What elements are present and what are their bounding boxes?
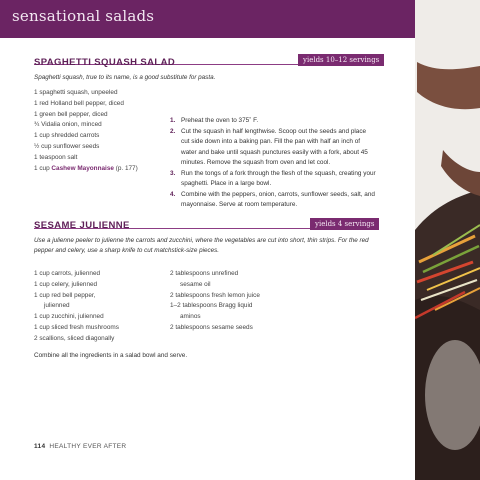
ingredient-item: 1 cup carrots, julienned [34, 270, 101, 277]
cashew-mayonnaise-link[interactable]: Cashew Mayonnaise [51, 164, 114, 172]
ingredient-item: 1 spaghetti squash, unpeeled [34, 89, 118, 96]
ingredient-item: sesame oil [180, 280, 211, 288]
recipe1-description: Spaghetti squash, true to its name, is a good substitute for pasta. [34, 74, 216, 81]
ingredient-item: 1 cup zucchini, julienned [34, 313, 104, 321]
step-number: 1. [170, 117, 176, 124]
step-item [170, 190, 376, 211]
recipe2-ingredients-col1 [34, 269, 119, 345]
ingredient-item: ½ cup sunflower seeds [34, 142, 100, 150]
step-text: Cut the squash in half lengthwise. Scoop out the seeds and place cut side down into a baking pan. Fill the pan with half an inch of water and bake until squash punctures easily with a fork, about 45 minutes. Remove the squash from oven and let cool. [181, 127, 368, 166]
recipe2-description: Use a julienne peeler to julienne the carrots and zucchini, where the vegetables are cut into short, thin strips. For the red pepper and celery, use a sharp knife to cut matchstick-size pieces. [34, 237, 369, 254]
recipe2-instruction: Combine all the ingredients in a salad bowl and serve. [34, 352, 188, 359]
ingredient-item: 1 teaspoon salt [34, 153, 78, 161]
salad-photo-image [415, 0, 480, 480]
step-number: 4. [170, 190, 176, 198]
recipe1-ingredient-list [34, 88, 138, 174]
page-number: 114 [34, 443, 46, 450]
ingredient-item: ¾ Vidalia onion, minced [34, 121, 102, 129]
recipe2-ingredients-col2 [170, 269, 260, 334]
ingredient-page-ref: (p. 177) [113, 164, 138, 172]
ingredient-item: 1 cup sliced fresh mushrooms [34, 323, 119, 331]
ingredient-item: 1 red Holland bell pepper, diced [34, 99, 124, 107]
ingredient-item: 2 scallions, sliced diagonally [34, 334, 115, 342]
ingredient-text: 1 cup [34, 164, 52, 172]
book-title: HEALTHY EVER AFTER [49, 443, 127, 450]
recipe1-yield-badge: yields 10–12 servings [298, 54, 384, 66]
ingredient-item: 1 green bell pepper, diced [34, 110, 108, 118]
step-item [170, 127, 376, 169]
page-footer [34, 443, 126, 450]
step-text: Run the tongs of a fork through the flesh of the squash, creating your spaghetti. Place in a large bowl. [181, 169, 376, 187]
step-number: 3. [170, 169, 176, 177]
ingredient-item: 1–2 tablespoons Bragg liquid [170, 302, 253, 310]
recipe2-title: SESAME JULIENNE [34, 220, 130, 231]
section-header-bar [0, 0, 415, 38]
step-item [170, 169, 376, 190]
ingredient-item: 1 cup shredded carrots [34, 132, 100, 140]
ingredient-item: aminos [180, 313, 201, 321]
ingredient-item: 2 tablespoons sesame seeds [170, 323, 253, 331]
salad-photo [415, 0, 480, 480]
ingredient-item [34, 164, 138, 175]
recipe1-steps [170, 116, 376, 211]
recipe2-yield-badge: yields 4 servings [310, 218, 379, 230]
ingredient-item: 2 tablespoons unrefined [170, 270, 239, 277]
step-text: Preheat the oven to 375˚ F. [181, 117, 259, 124]
ingredient-item: 1 cup red bell pepper, [34, 291, 96, 299]
recipe1-title: SPAGHETTI SQUASH SALAD [34, 57, 176, 68]
step-item [170, 116, 376, 127]
ingredient-item: 1 cup celery, julienned [34, 280, 98, 288]
section-title: sensational salads [12, 7, 155, 25]
ingredient-item: julienned [44, 302, 70, 310]
step-text: Combine with the peppers, onion, carrots, sunflower seeds, salt, and mayonnaise. Serve at room temperature. [181, 190, 375, 208]
step-number: 2. [170, 127, 176, 135]
ingredient-item: 2 tablespoons fresh lemon juice [170, 291, 260, 299]
